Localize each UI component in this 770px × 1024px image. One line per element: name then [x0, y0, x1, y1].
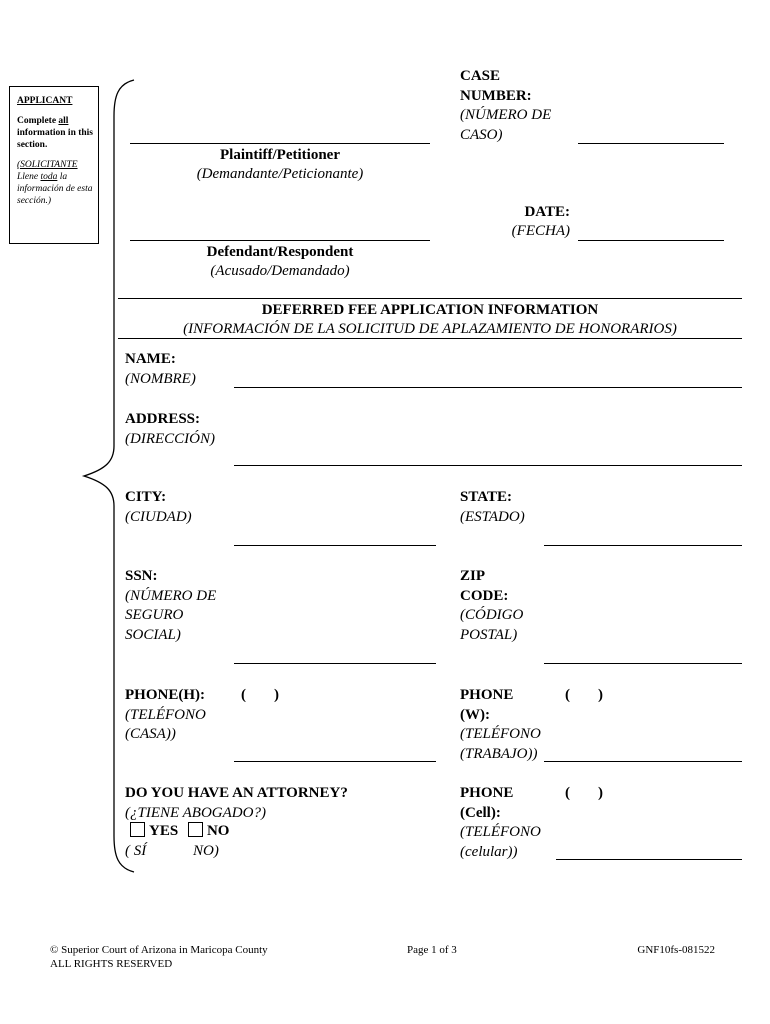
attorney-yes-es: ( SÍ: [125, 843, 147, 859]
phone-home-label: PHONE(H): (TELÉFONO (CASA)): [125, 687, 206, 742]
attorney-question: DO YOU HAVE AN ATTORNEY? (¿TIENE ABOGADO?): [125, 785, 348, 821]
zip-field[interactable]: [544, 663, 742, 664]
plaintiff-label-es: (Demandante/Peticionante): [196, 166, 364, 182]
phone-home-field[interactable]: [234, 761, 436, 762]
address-field[interactable]: [234, 465, 742, 466]
defendant-line[interactable]: [130, 240, 430, 241]
phone-work-area-open: (: [565, 687, 570, 703]
attorney-no-es: NO): [193, 843, 219, 859]
phone-cell-label: PHONE (Cell): (TELÉFONO (celular)): [460, 785, 541, 860]
case-number-label: CASE NUMBER: (NÚMERO DE CASO): [460, 68, 552, 143]
applicant-instruction: Complete all information in this section.: [17, 116, 94, 150]
attorney-no-label: NO: [206, 823, 230, 839]
section-bottom-rule: [118, 338, 742, 339]
city-label: CITY: (CIUDAD): [125, 489, 192, 525]
section-title-es: (INFORMACIÓN DE LA SOLICITUD DE APLAZAMIENTO DE HONORARIOS): [183, 321, 677, 337]
applicant-instruction-es: (SOLICITANTE Llene toda la información de esta sección.): [17, 160, 93, 206]
phone-work-label: PHONE (W): (TELÉFONO (TRABAJO)): [460, 687, 541, 762]
attorney-no-checkbox[interactable]: [188, 822, 203, 837]
phone-cell-area-open: (: [565, 785, 570, 801]
applicant-heading: APPLICANT: [17, 96, 73, 106]
attorney-options: [130, 822, 229, 842]
state-label: STATE: (ESTADO): [460, 489, 525, 525]
defendant-label: Defendant/Respondent: [206, 244, 354, 260]
phone-work-area-close: ): [598, 687, 603, 703]
date-label: DATE:: [524, 204, 570, 220]
section-top-rule: [118, 298, 742, 299]
name-label: NAME: (NOMBRE): [125, 351, 196, 387]
defendant-label-es: (Acusado/Demandado): [210, 263, 350, 279]
plaintiff-line[interactable]: [130, 143, 430, 144]
case-number-field[interactable]: [578, 143, 724, 144]
attorney-yes-label: YES: [149, 823, 179, 839]
phone-home-area-close: ): [274, 687, 279, 703]
plaintiff-label: Plaintiff/Petitioner: [220, 147, 340, 163]
zip-label: ZIP CODE: (CÓDIGO POSTAL): [460, 568, 524, 643]
ssn-label: SSN: (NÚMERO DE SEGURO SOCIAL): [125, 568, 217, 643]
footer-page-number: Page 1 of 3: [407, 944, 457, 956]
address-label: ADDRESS: (DIRECCIÓN): [125, 411, 215, 447]
name-field[interactable]: [234, 387, 742, 388]
attorney-yes-checkbox[interactable]: [130, 822, 145, 837]
date-field[interactable]: [578, 240, 724, 241]
phone-cell-field[interactable]: [556, 859, 742, 860]
state-field[interactable]: [544, 545, 742, 546]
ssn-field[interactable]: [234, 663, 436, 664]
date-label-es: (FECHA): [511, 223, 570, 239]
city-field[interactable]: [234, 545, 436, 546]
footer-copyright: © Superior Court of Arizona in Maricopa County ALL RIGHTS RESERVED: [50, 944, 268, 970]
phone-work-field[interactable]: [544, 761, 742, 762]
phone-cell-area-close: ): [598, 785, 603, 801]
section-brace: [78, 76, 138, 876]
section-title: DEFERRED FEE APPLICATION INFORMATION: [261, 302, 599, 318]
footer-form-id: GNF10fs-081522: [637, 944, 715, 956]
phone-home-area-open: (: [241, 687, 246, 703]
